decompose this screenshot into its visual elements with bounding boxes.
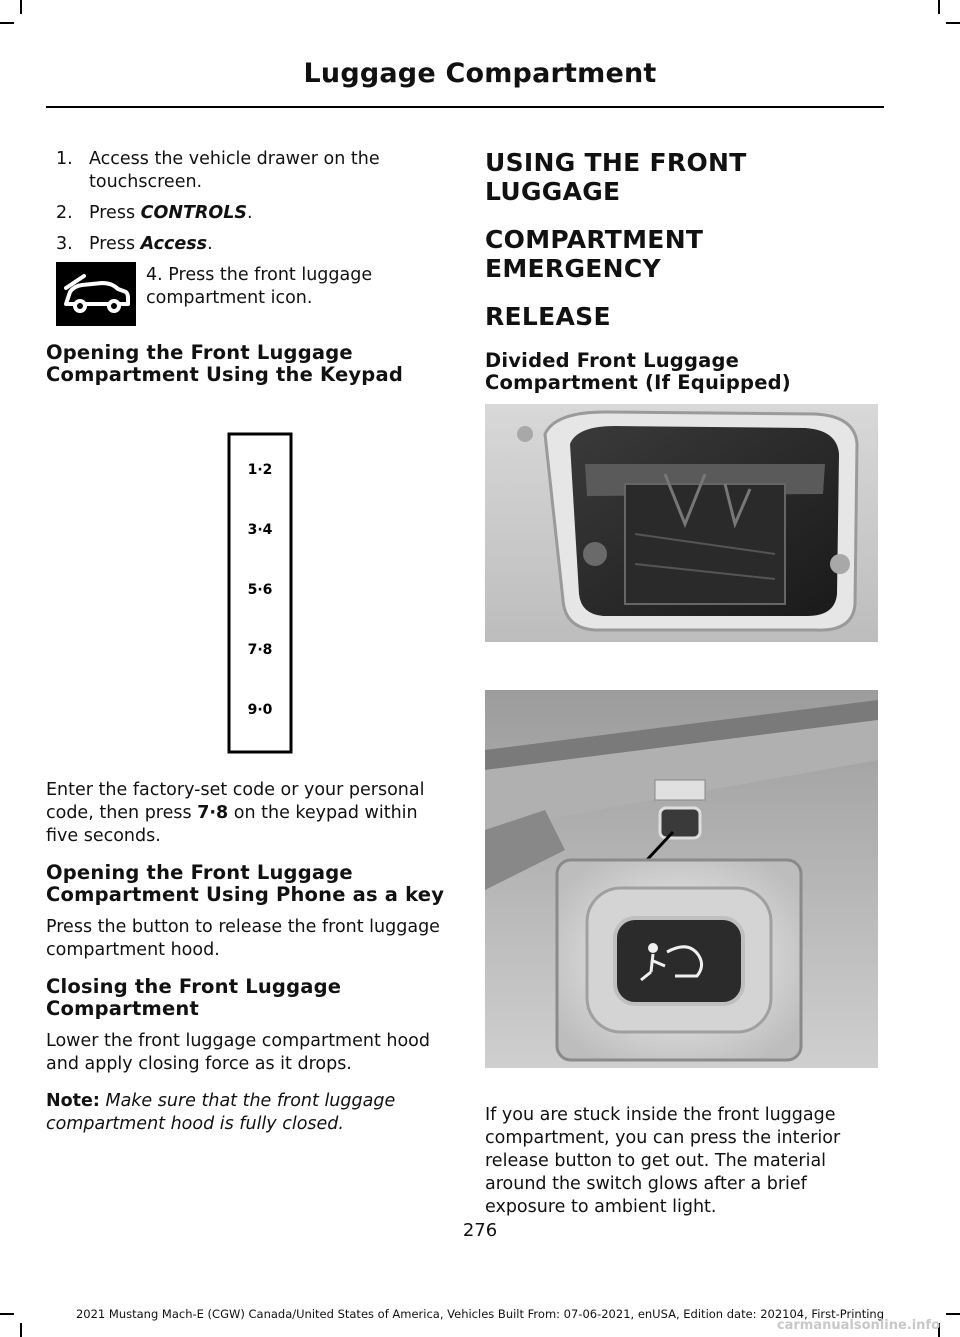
crop-mark	[20, 1323, 22, 1337]
keypad-illustration	[46, 431, 454, 761]
right-column	[485, 148, 885, 1233]
step-2: 2. Press CONTROLS.	[56, 203, 253, 223]
crop-mark	[0, 22, 14, 24]
phone-key-heading: Opening the Front Luggage Compartment Using Phone as a key	[46, 861, 445, 906]
crop-mark	[946, 22, 960, 24]
step-1: 1. Access the vehicle drawer on the touchscreen.	[56, 149, 380, 192]
emergency-release-paragraph: If you are stuck inside the front luggage compartment, you can press the interior release button to get out. The material around the switch glows after a brief exposure to ambient light.	[485, 1105, 841, 1217]
emergency-release-heading-line-2: COMPARTMENT EMERGENCY	[485, 225, 704, 283]
interior-release-photo	[485, 690, 878, 1068]
note: Note: Make sure that the front luggage compartment hood is fully closed.	[46, 1091, 396, 1134]
divided-compartment-heading: Divided Front Luggage Compartment (If Equipped)	[485, 349, 791, 394]
keypad-key-9-0: 9·0	[247, 702, 273, 718]
front-trunk-photo	[485, 404, 878, 642]
crop-mark	[938, 0, 940, 14]
closing-heading: Closing the Front Luggage Compartment	[46, 975, 342, 1020]
keypad-key-1-2: 1·2	[247, 462, 273, 478]
crop-mark	[20, 0, 22, 14]
header-divider	[46, 106, 884, 108]
step-4	[46, 264, 454, 330]
page-number: 276	[462, 1220, 498, 1241]
keypad-key-3-4: 3·4	[247, 522, 273, 538]
page-title: Luggage Compartment	[303, 58, 657, 89]
keypad-paragraph: Enter the factory-set code or your personal code, then press 7·8 on the keypad within five seconds.	[46, 780, 425, 846]
keypad-heading: Opening the Front Luggage Compartment Using the Keypad	[46, 341, 403, 386]
watermark: carmanualsonline.info	[776, 1318, 940, 1333]
phone-key-paragraph: Press the button to release the front luggage compartment hood.	[46, 917, 440, 960]
footer-edition-text: 2021 Mustang Mach-E (CGW) Canada/United States of America, Vehicles Built From: 07-06-2021, enUSA, Edition date: 202104, First-Printing	[75, 1307, 884, 1321]
step-4-text: 4. Press the front luggage compartment icon.	[146, 265, 373, 308]
left-column	[46, 148, 454, 1150]
keypad-key-7-8: 7·8	[247, 642, 273, 658]
step-3: 3. Press Access.	[56, 234, 213, 254]
keypad-key-5-6: 5·6	[247, 582, 273, 598]
closing-paragraph: Lower the front luggage compartment hood and apply closing force as it drops.	[46, 1031, 431, 1074]
emergency-release-heading-line-3: RELEASE	[485, 302, 611, 331]
front-luggage-compartment-icon	[56, 262, 136, 326]
emergency-release-heading-line-1: USING THE FRONT LUGGAGE	[485, 148, 747, 206]
